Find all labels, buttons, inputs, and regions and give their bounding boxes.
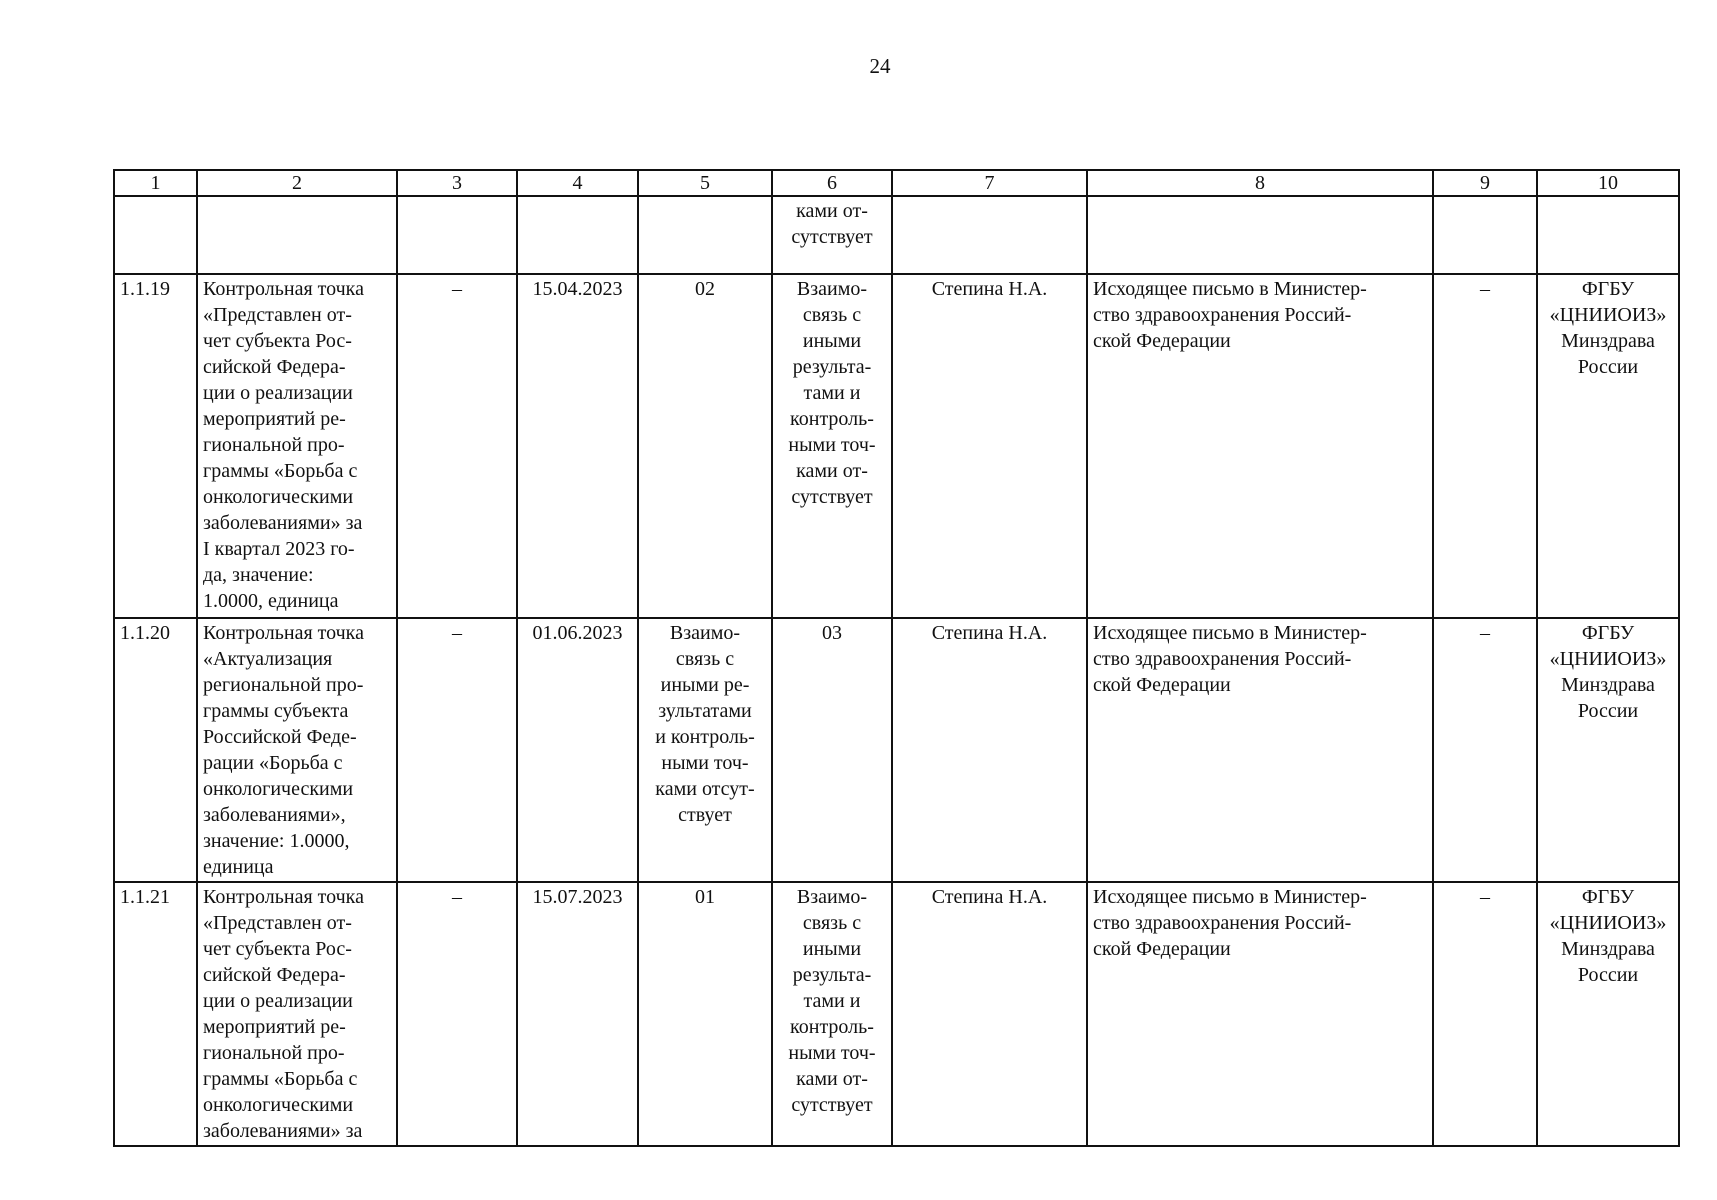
cell-code: 03 — [772, 618, 892, 882]
column-number-row — [114, 170, 1679, 196]
cell-date: 15.07.2023 — [517, 882, 638, 1146]
page-number: 24 — [869, 54, 891, 78]
cell-dash: – — [1433, 618, 1537, 882]
column-header-5: 5 — [638, 170, 772, 196]
cell-control-point-name: Контрольная точка «Представлен от- чет субъекта Рос- сийской Федера- ции о реализации мероприятий ре- гиональной про- граммы «Борьба с онкологическими заболеваниями» за — [197, 882, 397, 1146]
cell-empty — [397, 196, 517, 274]
table-row — [114, 882, 1679, 1146]
cell-empty — [1537, 196, 1679, 274]
column-header-8: 8 — [1087, 170, 1433, 196]
cell-relationship: ками от- сутствует — [772, 196, 892, 274]
cell-organization: ФГБУ «ЦНИИОИЗ» Минздрава России — [1537, 274, 1679, 618]
cell-date: 01.06.2023 — [517, 618, 638, 882]
cell-document: Исходящее письмо в Министер- ство здравоохранения Россий- ской Федерации — [1087, 882, 1433, 1146]
cell-control-point-name: Контрольная точка «Представлен от- чет субъекта Рос- сийской Федера- ции о реализации мероприятий ре- гиональной про- граммы «Борьба с онкологическими заболеваниями» за I квартал 2023 го- да, значение: 1.0000, единица — [197, 274, 397, 618]
cell-empty — [1433, 196, 1537, 274]
control-points-table — [113, 169, 1680, 1147]
cell-relationship: Взаимо- связь с иными результа- тами и контроль- ными точ- ками от- сутствует — [772, 882, 892, 1146]
table-row — [114, 274, 1679, 618]
cell-number: 1.1.20 — [114, 618, 197, 882]
cell-number: 1.1.19 — [114, 274, 197, 618]
column-header-1: 1 — [114, 170, 197, 196]
column-header-7: 7 — [892, 170, 1087, 196]
cell-empty — [197, 196, 397, 274]
cell-responsible: Степина Н.А. — [892, 882, 1087, 1146]
cell-organization: ФГБУ «ЦНИИОИЗ» Минздрава России — [1537, 882, 1679, 1146]
cell-dash: – — [1433, 274, 1537, 618]
cell-empty — [638, 196, 772, 274]
cell-date: 15.04.2023 — [517, 274, 638, 618]
cell-document: Исходящее письмо в Министер- ство здравоохранения Россий- ской Федерации — [1087, 618, 1433, 882]
cell-code: 02 — [638, 274, 772, 618]
cell-control-point-name: Контрольная точка «Актуализация региональной про- граммы субъекта Российской Феде- рации «Борьба с онкологическими заболеваниями», значение: 1.0000, единица — [197, 618, 397, 882]
cell-relationship: Взаимо- связь с иными ре- зультатами и контроль- ными точ- ками отсут- ствует — [638, 618, 772, 882]
continuation-row — [114, 196, 1679, 274]
cell-empty — [1087, 196, 1433, 274]
table-row — [114, 618, 1679, 882]
cell-empty — [892, 196, 1087, 274]
cell-dash: – — [397, 618, 517, 882]
column-header-10: 10 — [1537, 170, 1679, 196]
cell-empty — [517, 196, 638, 274]
cell-dash: – — [397, 882, 517, 1146]
column-header-9: 9 — [1433, 170, 1537, 196]
cell-relationship: Взаимо- связь с иными результа- тами и контроль- ными точ- ками от- сутствует — [772, 274, 892, 618]
cell-number: 1.1.21 — [114, 882, 197, 1146]
column-header-3: 3 — [397, 170, 517, 196]
cell-responsible: Степина Н.А. — [892, 618, 1087, 882]
column-header-6: 6 — [772, 170, 892, 196]
cell-responsible: Степина Н.А. — [892, 274, 1087, 618]
column-header-4: 4 — [517, 170, 638, 196]
column-header-2: 2 — [197, 170, 397, 196]
cell-document: Исходящее письмо в Министер- ство здравоохранения Россий- ской Федерации — [1087, 274, 1433, 618]
cell-organization: ФГБУ «ЦНИИОИЗ» Минздрава России — [1537, 618, 1679, 882]
cell-empty — [114, 196, 197, 274]
cell-dash: – — [1433, 882, 1537, 1146]
cell-code: 01 — [638, 882, 772, 1146]
cell-dash: – — [397, 274, 517, 618]
